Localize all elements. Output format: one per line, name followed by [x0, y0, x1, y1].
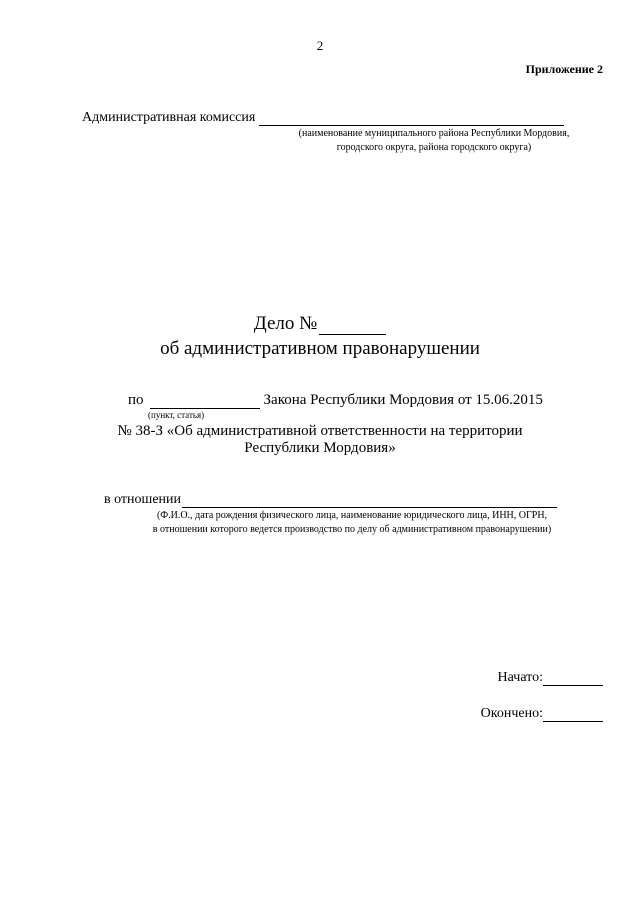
- ended-date-field[interactable]: [543, 707, 603, 722]
- commission-note-line2: городского округа, района городского округа): [336, 142, 532, 153]
- subject-row: [104, 492, 557, 508]
- subject-field[interactable]: [182, 493, 557, 508]
- case-title: [0, 313, 640, 335]
- commission-label: Административная комиссия: [82, 110, 256, 125]
- commission-name-field[interactable]: [259, 111, 564, 126]
- started-label: Начато:: [497, 670, 543, 685]
- law-line-3: Республики Мордовия»: [244, 440, 396, 456]
- page-number: 2: [316, 38, 324, 53]
- commission-row: [82, 110, 564, 126]
- ended-label: Окончено:: [480, 706, 543, 721]
- started-row: [498, 670, 603, 686]
- case-subtitle: об административном правонарушении: [160, 338, 480, 359]
- law-prefix: по: [128, 392, 144, 408]
- subject-note: [112, 509, 592, 537]
- subject-label: в отношении: [104, 492, 182, 507]
- appendix-label: Приложение 2: [525, 62, 603, 76]
- article-hint: (пункт, статья): [148, 410, 205, 420]
- article-field[interactable]: [150, 394, 260, 409]
- started-date-field[interactable]: [543, 671, 603, 686]
- ended-row: [481, 706, 603, 722]
- law-line-2: № 38-З «Об административной ответственности на территории: [117, 423, 523, 439]
- case-number-label: Дело №: [253, 313, 318, 334]
- subject-note-line2: в отношении которого ведется производство по делу об административном правонарушении): [152, 524, 552, 535]
- law-text-1: Закона Республики Мордовия от 15.06.2015: [263, 392, 543, 408]
- subject-note-line1: (Ф.И.О., дата рождения физического лица, наименование юридического лица, ИНН, ОГРН,: [156, 510, 548, 521]
- commission-note: [274, 127, 594, 155]
- case-number-field[interactable]: [319, 316, 386, 335]
- commission-note-line1: (наименование муниципального района Республики Мордовия,: [298, 128, 570, 139]
- law-line-1: [128, 392, 543, 409]
